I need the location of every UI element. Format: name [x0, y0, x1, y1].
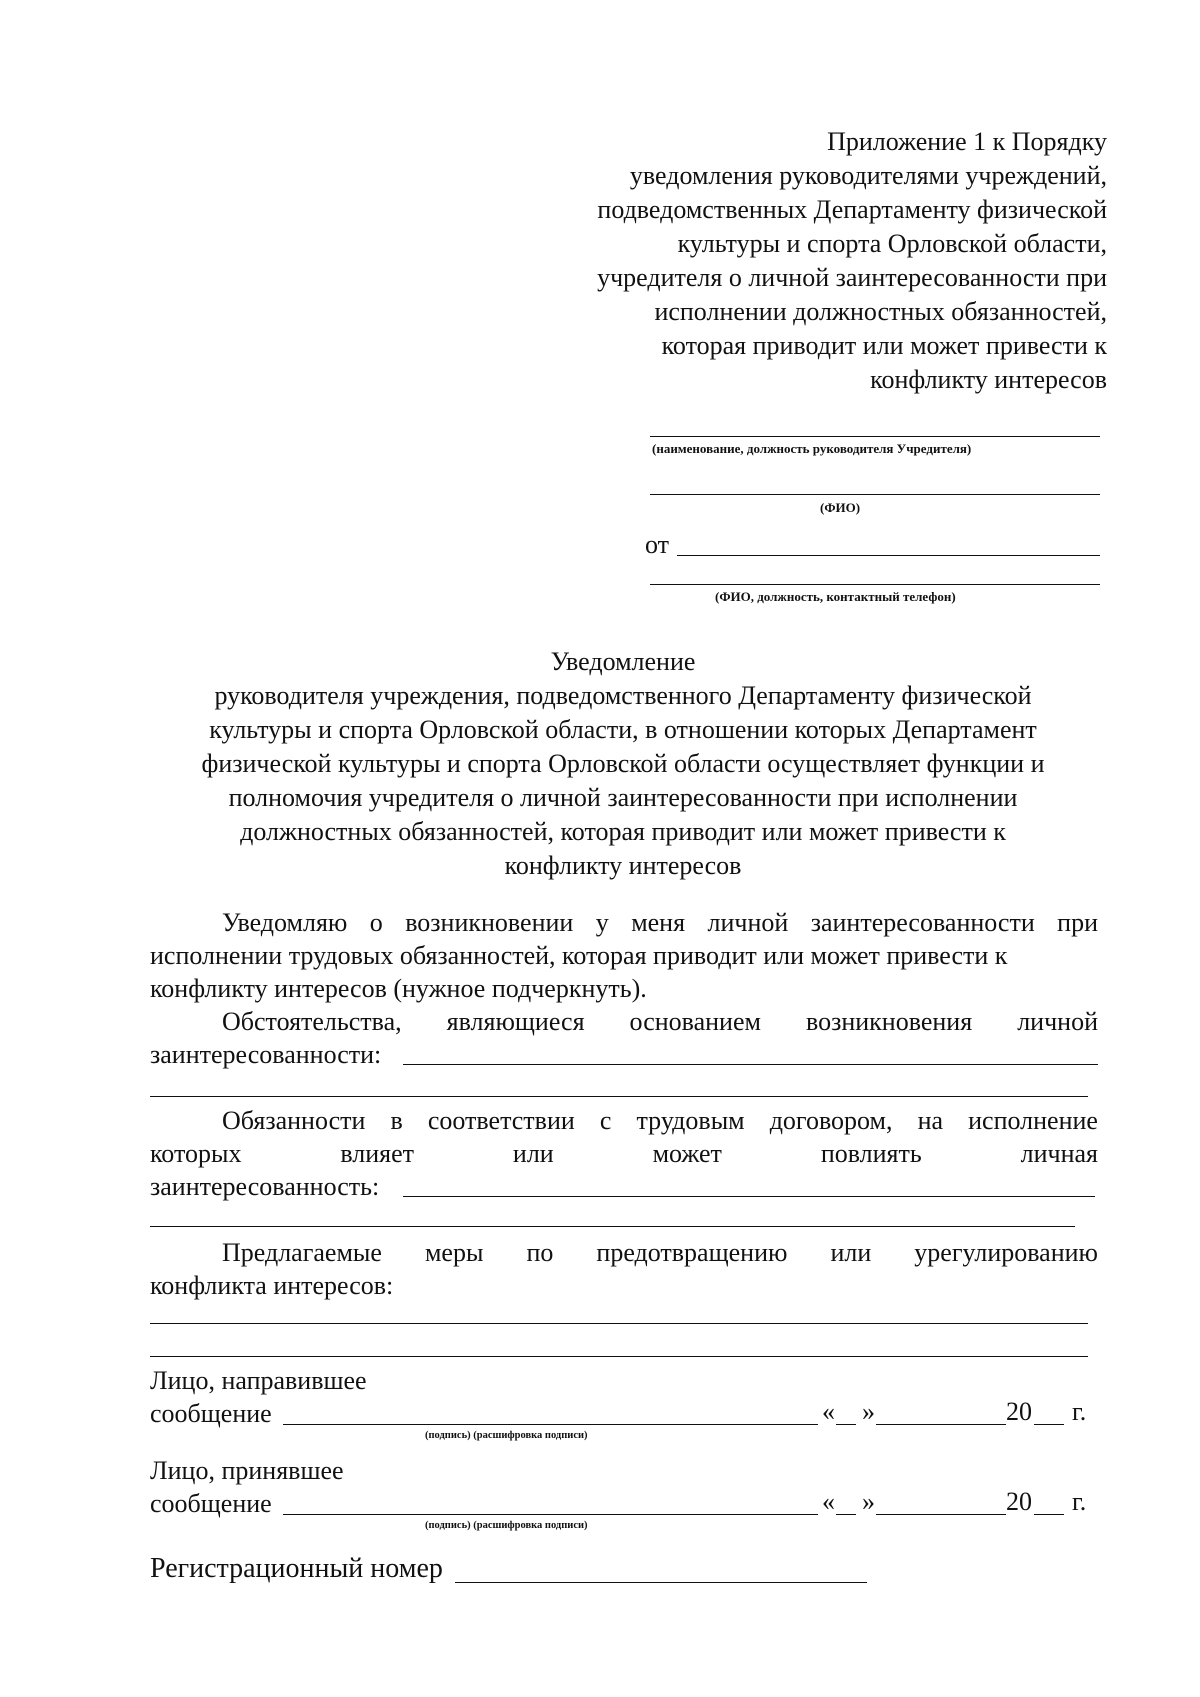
sender-date-year-line[interactable]	[1034, 1424, 1064, 1425]
receiver-date-open-quote: «	[822, 1487, 835, 1516]
registration-number-line[interactable]	[455, 1582, 867, 1583]
sender-caption: (ФИО, должность, контактный телефон)	[715, 589, 956, 604]
recipient-fio-line[interactable]	[650, 494, 1100, 495]
recipient-fio-caption: (ФИО)	[820, 500, 861, 515]
sender-label-2: сообщение	[150, 1399, 272, 1428]
notice-heading: Уведомление	[550, 647, 696, 676]
sender-label-1: Лицо, направившее	[150, 1366, 367, 1395]
appendix-line: исполнении должностных обязанностей,	[654, 297, 1107, 326]
recipient-name-caption: (наименование, должность руководителя Учредителя)	[652, 441, 972, 456]
receiver-date-year-line[interactable]	[1034, 1514, 1064, 1515]
receiver-date-year-prefix: 20	[1006, 1487, 1032, 1516]
appendix-line: культуры и спорта Орловской области,	[677, 229, 1107, 258]
paragraph-3-line-2: которых влияет или может повлиять личная	[150, 1139, 1098, 1168]
sender-line-1[interactable]	[677, 555, 1100, 556]
paragraph-2-line-1: Обстоятельства, являющиеся основанием возникновения личной	[222, 1007, 1098, 1036]
measures-line-2[interactable]	[150, 1356, 1088, 1357]
circumstances-label: заинтересованности:	[150, 1040, 382, 1069]
appendix-line: конфликту интересов	[870, 365, 1107, 394]
appendix-line: учредителя о личной заинтересованности при	[597, 263, 1107, 292]
measures-line-1[interactable]	[150, 1323, 1088, 1324]
receiver-date-year-suffix: г.	[1072, 1487, 1087, 1516]
registration-label: Регистрационный номер	[150, 1553, 443, 1584]
circumstances-line-2[interactable]	[150, 1096, 1088, 1097]
receiver-signature-line[interactable]	[283, 1514, 818, 1515]
receiver-date-month-line[interactable]	[876, 1514, 1006, 1515]
notice-title-line: должностных обязанностей, которая приводит или может привести к	[240, 817, 1006, 846]
measures-label: конфликта интересов:	[150, 1271, 394, 1300]
appendix-header	[487, 125, 1107, 397]
sender-date-close-quote: »	[862, 1397, 875, 1426]
sender-signature-line[interactable]	[283, 1424, 818, 1425]
notice-title-line: культуры и спорта Орловской области, в отношении которых Департамент	[209, 715, 1037, 744]
sender-date-day-line[interactable]	[836, 1424, 856, 1425]
appendix-line: которая приводит или может привести к	[661, 331, 1107, 360]
paragraph-1-line-3: конфликту интересов (нужное подчеркнуть).	[150, 974, 647, 1003]
receiver-signature-caption: (подпись) (расшифровка подписи)	[425, 1520, 588, 1531]
appendix-line: Приложение 1 к Порядку	[827, 127, 1107, 156]
sender-date-year-suffix: г.	[1072, 1397, 1087, 1426]
duties-line-2[interactable]	[150, 1226, 1075, 1227]
recipient-name-line[interactable]	[650, 436, 1100, 437]
notice-title	[148, 645, 1098, 883]
sender-line-2[interactable]	[650, 584, 1100, 585]
receiver-date-close-quote: »	[862, 1487, 875, 1516]
sender-signature-caption: (подпись) (расшифровка подписи)	[425, 1430, 588, 1441]
paragraph-1-line-1: Уведомляю о возникновении у меня личной заинтересованности при	[222, 908, 1098, 937]
sender-date-open-quote: «	[822, 1397, 835, 1426]
duties-label: заинтересованность:	[150, 1172, 380, 1201]
sender-date-year-prefix: 20	[1006, 1397, 1032, 1426]
appendix-line: подведомственных Департаменту физической	[597, 195, 1107, 224]
notice-title-line: конфликту интересов	[504, 851, 742, 880]
circumstances-line-1[interactable]	[403, 1064, 1098, 1065]
duties-line-1[interactable]	[403, 1196, 1095, 1197]
from-label: от	[645, 530, 670, 559]
paragraph-3-line-1: Обязанности в соответствии с трудовым договором, на исполнение	[222, 1106, 1098, 1135]
receiver-label-2: сообщение	[150, 1489, 272, 1518]
notice-title-line: физической культуры и спорта Орловской области осуществляет функции и	[201, 749, 1045, 778]
paragraph-4-line-1: Предлагаемые меры по предотвращению или урегулированию	[222, 1238, 1098, 1267]
receiver-label-1: Лицо, принявшее	[150, 1456, 344, 1485]
receiver-date-day-line[interactable]	[836, 1514, 856, 1515]
appendix-line: уведомления руководителями учреждений,	[629, 161, 1107, 190]
notice-title-line: руководителя учреждения, подведомственного Департаменту физической	[214, 681, 1032, 710]
paragraph-1-line-2: исполнении трудовых обязанностей, которая приводит или может привести к	[150, 941, 1008, 970]
sender-date-month-line[interactable]	[876, 1424, 1006, 1425]
notice-title-line: полномочия учредителя о личной заинтересованности при исполнении	[228, 783, 1018, 812]
